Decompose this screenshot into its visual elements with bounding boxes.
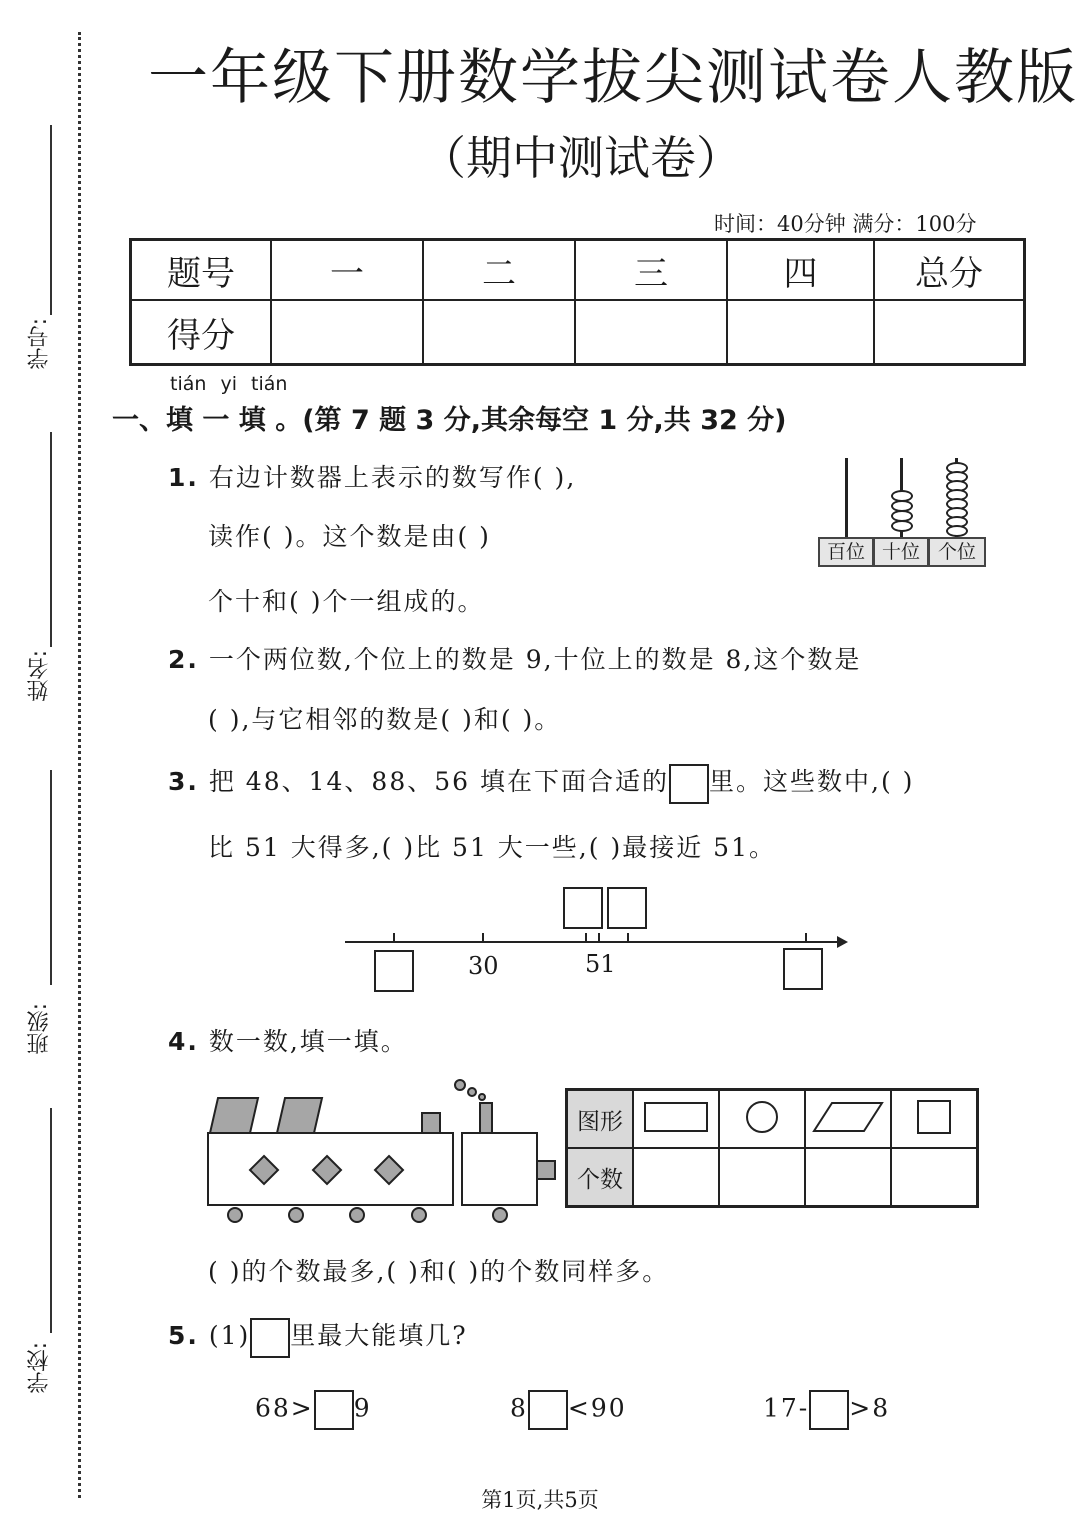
score-header-cell: 三 bbox=[575, 240, 727, 301]
parallelogram-shape-cell bbox=[805, 1090, 891, 1149]
question-part: (1) bbox=[208, 1321, 251, 1350]
class-line[interactable] bbox=[50, 770, 52, 985]
inequality-answer-box[interactable] bbox=[314, 1390, 354, 1430]
name-line[interactable] bbox=[50, 432, 52, 647]
parallelogram-icon bbox=[810, 1099, 886, 1135]
question-text: 数一数,填一填。 bbox=[208, 1027, 408, 1056]
smoke-circle bbox=[468, 1088, 476, 1096]
inequality-answer-box[interactable] bbox=[528, 1390, 568, 1430]
score-header-cell: 总分 bbox=[874, 240, 1025, 301]
train-engine-rectangle bbox=[462, 1133, 537, 1205]
train-figure bbox=[200, 1075, 565, 1230]
score-table bbox=[129, 238, 1026, 366]
number-line-answer-box[interactable] bbox=[607, 887, 647, 929]
question-text: 一个两位数,个位上的数是 9,十位上的数是 8,这个数是 bbox=[208, 645, 862, 674]
inequality-text: 17- bbox=[763, 1393, 810, 1423]
shape-count-table bbox=[565, 1088, 979, 1208]
school-line[interactable] bbox=[50, 1108, 52, 1333]
number-line-label-51: 51 bbox=[585, 950, 616, 978]
page-footer: 第1页,共5页 bbox=[481, 1488, 599, 1512]
number-line-tick bbox=[393, 933, 395, 943]
section-pinyin: tián yi tián bbox=[170, 373, 288, 395]
abacus-bead bbox=[946, 525, 968, 537]
train-wheel-circle bbox=[493, 1208, 507, 1222]
score-cell[interactable] bbox=[423, 300, 575, 365]
score-cell[interactable] bbox=[727, 300, 874, 365]
page-title: 一年级下册数学拔尖测试卷人教版 bbox=[148, 43, 1078, 113]
answer-box-icon bbox=[250, 1318, 290, 1358]
smoke-circle bbox=[479, 1094, 485, 1100]
count-cell[interactable] bbox=[719, 1148, 805, 1207]
inequality-2 bbox=[510, 1390, 627, 1430]
inequality-text: 8 bbox=[510, 1393, 528, 1423]
abacus-rod-hundreds bbox=[845, 458, 848, 538]
question-1-line-2: 读作( )。这个数是由( ) bbox=[208, 522, 491, 551]
train-wheel-circle bbox=[350, 1208, 364, 1222]
count-cell[interactable] bbox=[805, 1148, 891, 1207]
train-wheel-circle bbox=[412, 1208, 426, 1222]
inequality-1 bbox=[255, 1390, 372, 1430]
time-info: 时间：40分钟 满分：100分 bbox=[714, 212, 977, 236]
shape-table-header: 图形 bbox=[567, 1090, 634, 1149]
question-3-line-2: 比 51 大得多,( )比 51 大一些,( )最接近 51。 bbox=[208, 833, 776, 862]
score-header-cell: 题号 bbox=[131, 240, 272, 301]
question-4-line-1 bbox=[168, 1022, 408, 1058]
number-line-tick bbox=[627, 933, 629, 943]
class-label: 班级: bbox=[27, 1003, 52, 1055]
train-wheel-circle bbox=[289, 1208, 303, 1222]
question-text: 把 48、14、88、56 填在下面合适的 bbox=[208, 767, 670, 796]
question-text: 里。这些数中,( ) bbox=[709, 767, 915, 796]
square-shape-cell bbox=[891, 1090, 978, 1149]
rectangle-icon bbox=[641, 1099, 711, 1135]
train-chimney-rectangle bbox=[480, 1103, 492, 1133]
score-header-cell: 四 bbox=[727, 240, 874, 301]
train-wheel-circle bbox=[228, 1208, 242, 1222]
number-line-tick bbox=[585, 933, 587, 943]
number-line-tick bbox=[598, 933, 600, 943]
number-line-answer-box[interactable] bbox=[374, 950, 414, 992]
question-number: 4. bbox=[168, 1027, 199, 1056]
cut-line bbox=[78, 32, 81, 1498]
inequality-answer-box[interactable] bbox=[809, 1390, 849, 1430]
circle-icon bbox=[742, 1097, 782, 1137]
abacus-label-ones: 个位 bbox=[928, 537, 986, 567]
train-roof-parallelogram bbox=[277, 1098, 322, 1133]
student-no-line[interactable] bbox=[50, 125, 52, 315]
question-number: 5. bbox=[168, 1321, 199, 1350]
square-icon bbox=[914, 1097, 954, 1137]
inequality-3 bbox=[763, 1390, 890, 1430]
inequality-text: 68> bbox=[255, 1393, 314, 1423]
inequality-text: <90 bbox=[567, 1393, 627, 1423]
count-cell[interactable] bbox=[891, 1148, 978, 1207]
smoke-circle bbox=[455, 1080, 465, 1090]
score-cell[interactable] bbox=[874, 300, 1025, 365]
score-cell[interactable] bbox=[271, 300, 423, 365]
question-text: 里最大能填几? bbox=[290, 1321, 468, 1350]
number-line-tick bbox=[805, 933, 807, 943]
train-roof-parallelogram bbox=[210, 1098, 258, 1133]
number-line-label-30: 30 bbox=[468, 952, 499, 980]
question-number: 1. bbox=[168, 463, 199, 492]
number-line-answer-box[interactable] bbox=[783, 948, 823, 990]
count-cell[interactable] bbox=[633, 1148, 719, 1207]
abacus-bead bbox=[891, 520, 913, 532]
page-subtitle: （期中测试卷） bbox=[420, 131, 742, 185]
student-no-label: 学号: bbox=[27, 318, 52, 370]
school-label: 学校: bbox=[27, 1342, 52, 1394]
score-header-cell: 二 bbox=[423, 240, 575, 301]
score-header-cell: 一 bbox=[271, 240, 423, 301]
answer-box-icon bbox=[669, 764, 709, 804]
question-1-line-3: 个十和( )个一组成的。 bbox=[208, 587, 485, 616]
inequality-text: >8 bbox=[849, 1393, 891, 1423]
score-cell[interactable] bbox=[575, 300, 727, 365]
rectangle-shape-cell bbox=[633, 1090, 719, 1149]
train-square-icon bbox=[422, 1113, 440, 1133]
abacus-label-hundreds: 百位 bbox=[818, 537, 874, 567]
question-2-line-2: ( ),与它相邻的数是( )和( )。 bbox=[208, 705, 562, 734]
section-title: 一、填 一 填 。(第 7 题 3 分,其余每空 1 分,共 32 分) bbox=[112, 405, 787, 436]
count-table-header: 个数 bbox=[567, 1148, 634, 1207]
score-row-label: 得分 bbox=[131, 300, 272, 365]
question-number: 2. bbox=[168, 645, 199, 674]
number-line-tick bbox=[482, 933, 484, 943]
question-number: 3. bbox=[168, 767, 199, 796]
name-label: 姓名: bbox=[27, 650, 52, 702]
question-text: 右边计数器上表示的数写作( ), bbox=[208, 463, 577, 492]
train-square-icon bbox=[537, 1161, 555, 1179]
question-4-answer-line: ( )的个数最多,( )和( )的个数同样多。 bbox=[208, 1257, 670, 1286]
question-5-line-1 bbox=[168, 1316, 468, 1358]
abacus-label-tens: 十位 bbox=[873, 537, 929, 567]
question-2-line-1 bbox=[168, 640, 861, 676]
question-1-line-1 bbox=[168, 458, 576, 494]
question-3-line-1 bbox=[168, 762, 914, 804]
circle-shape-cell bbox=[719, 1090, 805, 1149]
inequality-text: 9 bbox=[353, 1393, 372, 1423]
number-line-answer-box[interactable] bbox=[563, 887, 603, 929]
